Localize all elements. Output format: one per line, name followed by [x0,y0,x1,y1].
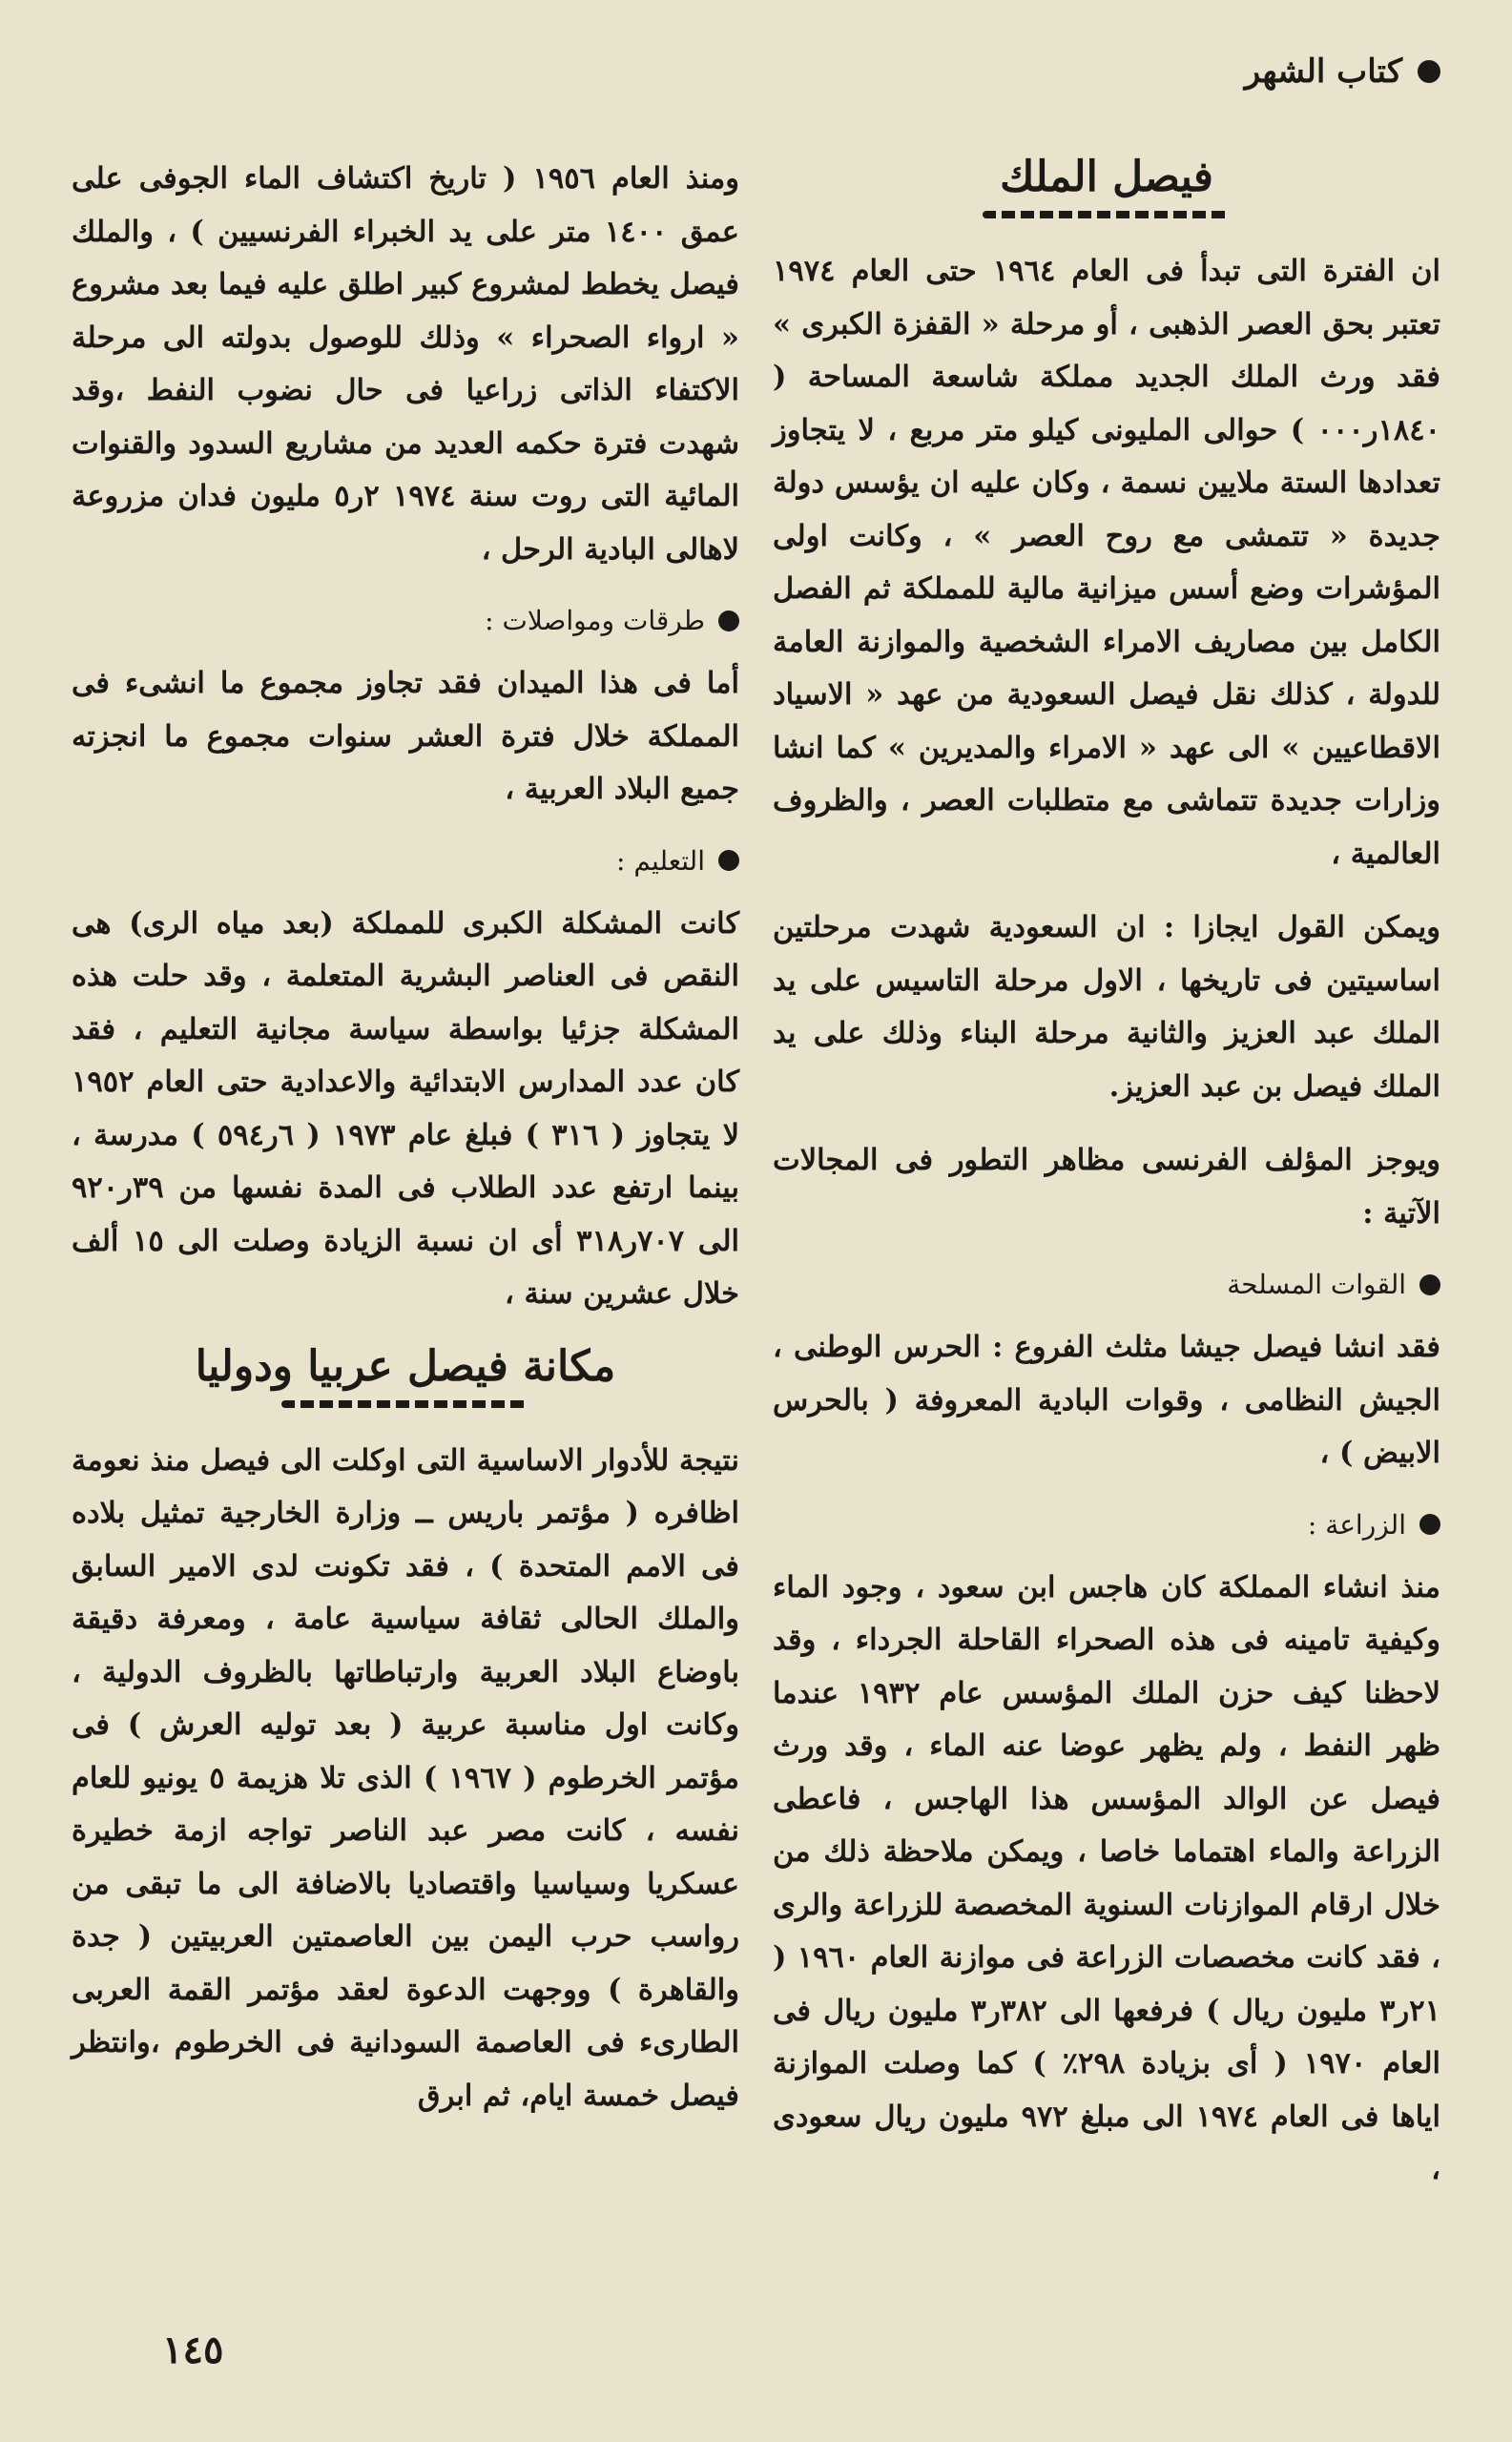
header-title: كتاب الشهر [1244,52,1402,91]
subheading-label: التعليم : [616,844,705,877]
paragraph: أما فى هذا الميدان فقد تجاوز مجموع ما انشىء فى المملكة خلال فترة العشر سنوات مجموع ما انجزته جميع البلاد العربية ، [72,666,739,806]
left-column [72,153,739,2143]
bullet-icon [718,610,739,631]
paragraph: فقد انشا فيصل جيشا مثلث الفروع : الحرس الوطنى ، الجيش النظامى ، وقوات البادية المعروفة ( بالحرس الابيض ) ، [773,1330,1440,1470]
subheading-label: الزراعة : [1307,1508,1406,1541]
paragraph: نتيجة للأدوار الاساسية التى اوكلت الى فيصل منذ نعومة اظافره ( مؤتمر باريس ــ وزارة الخارجية تمثيل بلاده فى الامم المتحدة ) ، فقد تكونت لدى الامير السابق والملك الحالى ثقافة سياسية عامة ، ومعرفة دقيقة باوضاع البلاد العربية وارتباطاتها بالظروف الدولية ، وكانت اول مناسبة عربية ( بعد توليه العرش ) فى مؤتمر الخرطوم ( ١٩٦٧ ) الذى تلا هزيمة ٥ يونيو للعام نفسه ، كانت مصر عبد الناصر تواجه ازمة خطيرة عسكريا وسياسيا واقتصاديا بالاضافة الى ما تبقى من رواسب حرب اليمن بين العاصمتين العربيتين ( جدة والقاهرة ) ووجهت الدعوة لعقد مؤتمر القمة العربى الطارىء فى العاصمة السودانية فى الخرطوم ،وانتظر فيصل خمسة ايام، ثم ابرق [72,1442,740,2113]
paragraph: ويوجز المؤلف الفرنسى مظاهر التطور فى المجالات الآتية : [773,1143,1440,1231]
subheading-armed-forces [773,1269,1440,1300]
paragraph: ويمكن القول ايجازا : ان السعودية شهدت مرحلتين اساسيتين فى تاريخها ، الاول مرحلة التاسيس على يد الملك عبد العزيز والثانية مرحلة البناء وذلك على يد الملك فيصل بن عبد العزيز. [773,910,1440,1104]
bullet-icon [718,850,739,871]
bullet-icon [1419,1274,1440,1295]
subheading-roads [72,605,739,636]
subheading-agriculture [773,1509,1440,1541]
paragraph: ومنذ العام ١٩٥٦ ( تاريخ اكتشاف الماء الجوفى على عمق ١٤٠٠ متر على يد الخبراء الفرنسيين ) ، والملك فيصل يخطط لمشروع كبير اطلق عليه فيما بعد مشروع « ارواء الصحراء » وذلك للوصول بدولته الى مرحلة الاكتفاء الذاتى زراعيا فى حال نضوب النفط ،وقد شهدت فترة حكمه العديد من مشاريع السدود والقنوات المائية التى روت سنة ١٩٧٤ ٢ر٥ مليون فدان مزروعة لاهالى البادية الرحل ، [72,161,739,567]
subheading-label: القوات المسلحة [1227,1269,1406,1300]
page-header [1245,52,1440,91]
page-number: ١٤٥ [162,2328,224,2372]
paragraph: ان الفترة التى تبدأ فى العام ١٩٦٤ حتى العام ١٩٧٤ تعتبر بحق العصر الذهبى ، أو مرحلة « القفزة الكبرى » فقد ورث الملك الجديد مملكة شاسعة المساحة ( ١٨٤٠ر٠٠٠ ) حوالى المليونى كيلو متر مربع ، لا يتجاوز تعدادها الستة ملايين نسمة ، وكان عليه ان يؤسس دولة جديدة « تتمشى مع روح العصر » ، وكانت اولى المؤشرات وضع أسس ميزانية مالية للمملكة ثم الفصل الكامل بين مصاريف الامراء الشخصية والموازنة العامة للدولة ، كذلك نقل فيصل السعودية من عهد « الاسياد الاقطاعيين » الى عهد « الامراء والمديرين » كما انشا وزارات جديدة تتماشى مع متطلبات العصر ، والظروف العالمية ، [773,254,1440,871]
subheading-label: طرقات ومواصلات : [485,605,705,636]
paragraph: كانت المشكلة الكبرى للمملكة (بعد مياه الرى) هى النقص فى العناصر البشرية المتعلمة ، وقد حلت هذه المشكلة جزئيا بواسطة سياسة مجانية التعليم ، فقد كان عدد المدارس الابتدائية والاعدادية حتى العام ١٩٥٢ لا يتجاوز ( ٣١٦ ) فبلغ عام ١٩٧٣ ( ٦ر٥٩٤ ) مدرسة ، بينما ارتفع عدد الطلاب فى المدة نفسها من ٣٩ر٩٢٠ الى ٧٠٧ر٣١٨ أى ان نسبة الزيادة وصلت الى ١٥ ألف خلال عشرين سنة ، [72,905,739,1311]
section-title: مكانة فيصل عربيا ودوليا [72,1342,739,1408]
paragraph: منذ انشاء المملكة كان هاجس ابن سعود ، وجود الماء وكيفية تامينه فى هذه الصحراء القاحلة الجرداء ، وقد لاحظنا كيف حزن الملك المؤسس عام ١٩٣٢ عندما ظهر النفط ، ولم يظهر عوضا عنه الماء ، وقد ورث فيصل عن الوالد المؤسس هذا الهاجس ، فاعطى الزراعة والماء اهتماما خاصا ، ويمكن ملاحظة ذلك من خلال ارقام الموازنات السنوية المخصصة للزراعة والرى ، فقد كانت مخصصات الزراعة فى موازنة العام ١٩٦٠ ( ٢١ر٣ مليون ريال ) فرفعها الى ٣٨٢ر٣ مليون ريال فى العام ١٩٧٠ ( أى بزيادة ٢٩٨٪ ) كما وصلت الموازنة اياها فى العام ١٩٧٤ الى مبلغ ٩٧٢ مليون ريال سعودى ، [773,1569,1440,2186]
right-column [773,153,1440,2218]
bullet-icon [1419,1514,1440,1535]
article-title: فيصل الملك [773,153,1440,218]
subheading-education [72,845,739,877]
bullet-icon [1418,60,1440,83]
